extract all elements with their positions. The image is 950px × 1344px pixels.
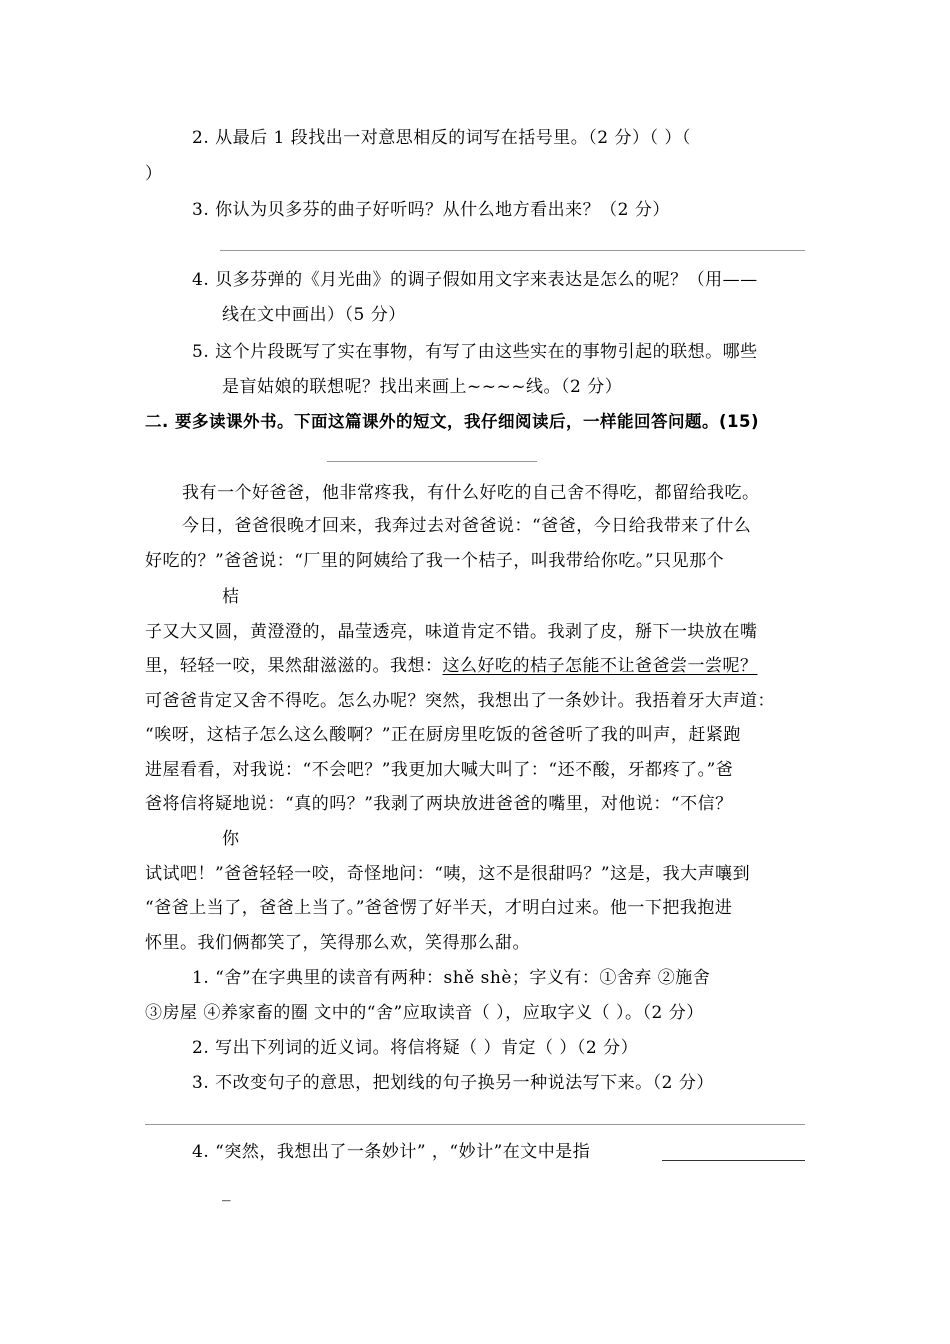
underlined-sentence: 这么好吃的桔子怎能不让爸爸尝一尝呢？ [442, 656, 758, 676]
passage-line: 好吃的？”爸爸说：“厂里的阿姨给了我一个桔子，叫我带给你吃。”只见那个 [145, 551, 725, 571]
passage-line: 可爸爸肯定又舍不得吃。怎么办呢？突然，我想出了一条妙计。我捂着牙大声道： [145, 691, 775, 711]
passage-line: 今日，爸爸很晚才回来，我奔过去对爸爸说：“爸爸，今日给我带来了什么 [182, 516, 752, 536]
passage-line: 进屋看看，对我说：“不会吧？”我更加大喊大叫了：“还不酸，牙都疼了。”爸 [145, 760, 734, 780]
passage-line: 试试吧！”爸爸轻轻一咬，奇怪地问：“咦，这不是很甜吗？”这是，我大声嚷到 [145, 864, 751, 884]
answer-line-s2-q4 [662, 1160, 805, 1161]
question-4-line1: 4. 贝多芬弹的《月光曲》的调子假如用文字来表达是怎么的呢？（用—— [192, 270, 758, 290]
passage-line: “爸爸上当了，爸爸上当了。”爸爸愣了好半天，才明白过来。他一下把我抱进 [145, 898, 733, 918]
title-blank-line [327, 461, 537, 462]
question-4-line2: 线在文中画出）（5 分） [222, 305, 406, 325]
passage-line [145, 654, 758, 678]
question-s2-2: 2. 写出下列词的近义词。将信将疑（ ）肯定（ ）（2 分） [192, 1038, 639, 1058]
question-s2-1-line1: 1. “舍”在字典里的读音有两种：shě shè；字义有：①舍弃 ②施舍 [192, 968, 711, 988]
question-5-line2: 是盲姑娘的联想呢？找出来画上~~~~线。（2 分） [222, 377, 623, 397]
passage-line: 你 [222, 829, 240, 849]
question-2-line1: 2. 从最后 1 段找出一对意思相反的词写在括号里。（2 分）（ ）（ [192, 128, 691, 148]
passage-text: 里，轻轻一咬，果然甜滋滋的。我想： [145, 656, 443, 676]
passage-line: 我有一个好爸爸，他非常疼我，有什么好吃的自己舍不得吃，都留给我吃。 [182, 483, 760, 503]
passage-line: 桔 [222, 587, 240, 607]
question-s2-4-tail: _ [222, 1182, 231, 1202]
passage-line: 怀里。我们俩都笑了，笑得那么欢，笑得那么甜。 [145, 933, 530, 953]
question-s2-4: 4. “突然，我想出了一条妙计” ，“妙计”在文中是指 [192, 1142, 591, 1162]
passage-line: 子又大又圆，黄澄澄的，晶莹透亮，味道肯定不错。我剥了皮，掰下一块放在嘴 [145, 622, 758, 642]
question-3: 3. 你认为贝多芬的曲子好听吗？从什么地方看出来？（2 分） [192, 200, 670, 220]
answer-line-s2-q3 [145, 1124, 805, 1125]
passage-line: “唉呀，这桔子怎么这么酸啊？”正在厨房里吃饭的爸爸听了我的叫声，赶紧跑 [145, 725, 741, 745]
section-2-heading: 二. 要多读课外书。下面这篇课外的短文，我仔细阅读后，一样能回答问题。(15) [145, 412, 760, 431]
question-s2-3: 3. 不改变句子的意思，把划线的句子换另一种说法写下来。（2 分） [192, 1073, 714, 1093]
passage-line: 爸将信将疑地说：“真的吗？”我剥了两块放进爸爸的嘴里，对他说：“不信？ [145, 794, 733, 814]
question-2-line2: ） [145, 164, 163, 184]
question-5-line1: 5. 这个片段既写了实在事物，有写了由这些实在的事物引起的联想。哪些 [192, 342, 758, 362]
answer-line-q3 [220, 250, 805, 251]
question-s2-1-line2: ③房屋 ④养家畜的圈 文中的“舍”应取读音（ ），应取字义（ ）。（2 分） [145, 1003, 704, 1023]
